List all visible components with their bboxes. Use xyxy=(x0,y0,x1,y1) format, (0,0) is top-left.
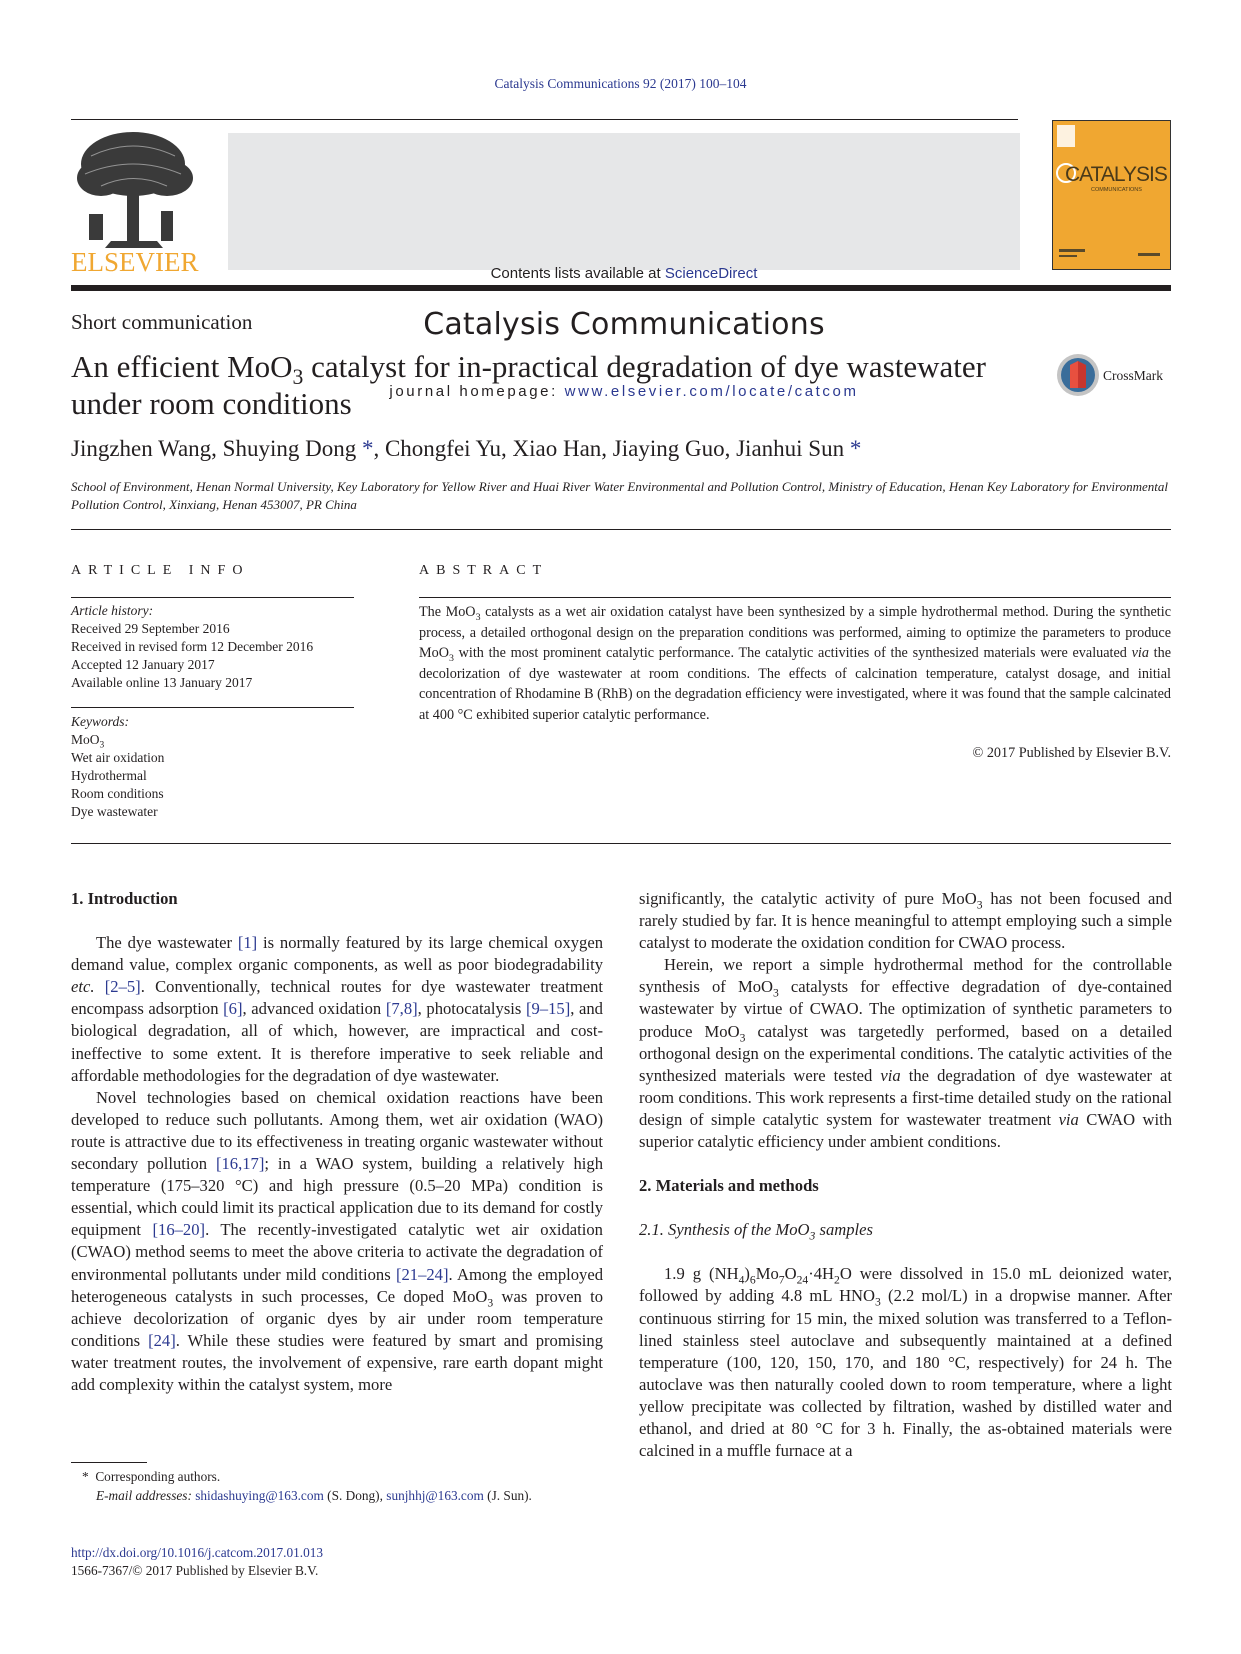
cover-subtitle: COMMUNICATIONS xyxy=(1091,187,1142,193)
body-column-left xyxy=(71,888,603,1396)
divider xyxy=(419,597,1171,598)
elsevier-logo xyxy=(71,126,199,276)
keyword-item: Room conditions xyxy=(71,786,164,801)
citation-link[interactable]: [7,8] xyxy=(385,999,418,1019)
history-label: Article history: xyxy=(71,603,154,618)
author-list xyxy=(71,436,861,462)
journal-reference[interactable]: Catalysis Communications 92 (2017) 100–104 xyxy=(494,76,747,91)
cover-title: CATALYSIS xyxy=(1065,163,1167,186)
divider xyxy=(71,529,1171,530)
email-link-sun[interactable]: sunjhhj@163.com xyxy=(386,1487,484,1503)
header-thick-rule xyxy=(71,285,1171,291)
crossmark-icon xyxy=(1056,352,1176,398)
footnote-rule xyxy=(71,1462,147,1463)
footnote-label: Corresponding authors. xyxy=(95,1469,221,1484)
history-received: Received 29 September 2016 xyxy=(71,621,230,636)
sciencedirect-link[interactable]: ScienceDirect xyxy=(664,265,758,282)
homepage-link[interactable]: www.elsevier.com/locate/catcom xyxy=(564,383,859,400)
header-rule xyxy=(71,119,1018,120)
abstract-heading: ABSTRACT xyxy=(419,563,549,578)
issn-copyright: 1566-7367/© 2017 Published by Elsevier B.V. xyxy=(71,1563,319,1578)
citation-link[interactable]: [9–15] xyxy=(525,999,571,1019)
citation-link[interactable]: [16,17] xyxy=(215,1154,265,1174)
article-history xyxy=(71,602,354,692)
keyword-item: Dye wastewater xyxy=(71,804,158,819)
divider xyxy=(71,707,354,708)
keywords xyxy=(71,713,354,821)
crossmark-badge[interactable] xyxy=(1056,352,1176,398)
divider xyxy=(71,597,354,598)
subsection-heading: 2.1. Synthesis of the MoO$_3$ samples xyxy=(639,1220,873,1243)
abstract-body: The MoO$_3$ catalysts as a wet air oxidation catalyst have been synthesized by a simple hydrothermal method. During the synthetic process, a detailed orthogonal design on the preparation conditions was performed, aiming to optimize the parameters to produce MoO$_3$ with the most prominent catalytic performance. The catalytic activities of the synthesized materials were evaluated via the decolorization of dye wastewater at room conditions. The effects of calcination temperature, catalyst dosage, and initial concentration of Rhodamine B (RhB) on the degradation efficiency were investigated, where it was found that the sample calcinated at 400 °C exhibited superior catalytic performance. xyxy=(419,604,1171,723)
corresponding-mark-1[interactable]: * xyxy=(361,436,374,461)
journal-cover-image[interactable] xyxy=(1052,120,1171,270)
title-subscript: 3 xyxy=(292,365,304,390)
contents-prefix: Contents lists available at xyxy=(490,265,665,282)
email-label: E-mail addresses: xyxy=(96,1487,192,1503)
body-column-right xyxy=(639,888,1172,1462)
keyword-item: Wet air oxidation xyxy=(71,750,165,765)
elsevier-tree-icon xyxy=(71,126,199,276)
authors-part-1: Jingzhen Wang, Shuying Dong xyxy=(71,436,362,461)
section-heading: 1. Introduction xyxy=(71,889,178,908)
keyword-item: Hydrothermal xyxy=(71,768,147,783)
history-accepted: Accepted 12 January 2017 xyxy=(71,657,215,672)
citation-link[interactable]: [21–24] xyxy=(395,1264,449,1284)
article-info-heading: ARTICLE INFO xyxy=(71,563,250,578)
cover-art xyxy=(1053,121,1170,269)
paragraph: Novel technologies based on chemical oxidation reactions have been developed to reduce such pollutants. Among them, wet air oxidation (WAO) route is attractive due to its effectiveness in treating organic wastewater without secondary pollution [16,17]; in a WAO system, building a relatively high temperature (175–320 °C) and high pressure (0.5–20 MPa) condition is essential, which could limit its practical application due to its demand for costly equipment [16–20]. The recently-investigated catalytic wet air oxidation (CWAO) method seems to meet the above criteria to activate the degradation of environmental pollutants under mild conditions [21–24]. Among the employed heterogeneous catalysts in such processes, Ce doped MoO$_3$ was proven to achieve decolorization of organic dyes by air under room temperature conditions [24]. While these studies were featured by smart and promising water treatment routes, the involvement of expensive, rare earth dopant might add complexity within the catalyst system, more xyxy=(71,1087,604,1394)
doi-link[interactable]: http://dx.doi.org/10.1016/j.catcom.2017.01.013 xyxy=(71,1545,324,1560)
citation-link[interactable]: [6] xyxy=(223,999,243,1019)
citation-link[interactable]: [16–20] xyxy=(152,1220,206,1240)
footnote: * Corresponding authors. E-mail addresses: shidashuying@163.com (S. Dong), sunjhhj@163.com (J. Sun). xyxy=(82,1469,532,1503)
history-revised: Received in revised form 12 December 2016 xyxy=(71,639,314,654)
footnote-mark: * xyxy=(82,1469,89,1484)
email-link-dong[interactable]: shidashuying@163.com xyxy=(195,1487,324,1503)
citation-link[interactable]: [1] xyxy=(237,933,258,953)
crossmark-label: CrossMark xyxy=(1103,368,1163,383)
divider xyxy=(71,843,1171,844)
citation-link[interactable]: [2–5] xyxy=(104,977,141,997)
article-type: Short communication xyxy=(71,310,253,334)
article-title xyxy=(71,348,1031,422)
keyword-item: MoO$_3$ xyxy=(71,732,105,751)
contents-line xyxy=(228,265,1020,282)
authors-part-2: , Chongfei Yu, Xiao Han, Jiaying Guo, Jianhui Sun xyxy=(373,436,850,461)
paragraph: Herein, we report a simple hydrothermal method for the controllable synthesis of MoO$_3$ catalysts for effective degradation of dye-contained wastewater by virtue of CWAO. The optimization of synthetic parameters to produce MoO$_3$ catalyst was targetedly performed, based on a detailed orthogonal design on the experimental conditions. The catalytic activities of the synthesized materials were tested via the degradation of dye wastewater at room conditions. This work represents a first-time detailed study on the rational design of simple catalytic system for wastewater treatment via CWAO with superior catalytic efficiency under ambient conditions. xyxy=(639,955,1173,1152)
title-part-2: catalyst for in-practical degradation of dye wastewater under room conditions xyxy=(71,349,986,421)
elsevier-wordmark: ELSEVIER xyxy=(71,247,199,276)
history-online: Available online 13 January 2017 xyxy=(71,675,253,690)
abstract-copyright: © 2017 Published by Elsevier B.V. xyxy=(972,745,1171,761)
keywords-label: Keywords: xyxy=(71,714,129,729)
paragraph: 1.9 g $(NH_4)_6Mo_7O_{24}\cdot 4H_2O$ were dissolved in 15.0 mL deionized water, followed by adding 4.8 mL $HNO_3$ (2.2 mol/L) in a dropwise manner. After continuous stirring for 15 min, the mixed solution was transferred to a Teflon-lined stainless steel autoclave and subsequently maintained at a defined temperature (100, 120, 150, 170, and 180 °C, respectively) for 24 h. The autoclave was then naturally cooled down to room temperature, where a light yellow precipitate was collected by filtration, washed by distilled water and ethanol, and dried at 80 °C for 3 h. Finally, the as-obtained materials were calcined in a muffle furnace at a xyxy=(639,1264,1172,1461)
corresponding-mark-2[interactable]: * xyxy=(849,436,862,461)
journal-title: Catalysis Communications xyxy=(423,307,825,342)
affiliation: School of Environment, Henan Normal University, Key Laboratory for Yellow River and Huai River Water Environmental and Pollution Control, Ministry of Education, Henan Key Laboratory for Environmental Pollution Control, Xinxiang, Henan 453007, PR China xyxy=(71,479,1168,512)
paragraph: The dye wastewater [1] is normally featured by its large chemical oxygen demand value, complex organic components, as well as poor biodegradability etc. [2–5]. Conventionally, technical routes for dye wastewater treatment encompass adsorption [6], advanced oxidation [7,8], photocatalysis [9–15], and biological degradation, all of which, however, are impractical and cost-ineffective to some extent. It is therefore imperative to seek reliable and affordable methodologies for the degradation of dye wastewater. xyxy=(71,933,603,1085)
section-heading: 2. Materials and methods xyxy=(639,1176,819,1196)
homepage-prefix: journal homepage: xyxy=(389,383,565,400)
citation-link[interactable]: [24] xyxy=(148,1330,176,1350)
paragraph: significantly, the catalytic activity of pure MoO$_3$ has not been focused and rarely studied by far. It is hence meaningful to attempt employing such a simple catalyst to moderate the oxidation condition for CWAO process. xyxy=(639,889,1172,953)
title-part-1: An efficient MoO xyxy=(71,349,293,384)
